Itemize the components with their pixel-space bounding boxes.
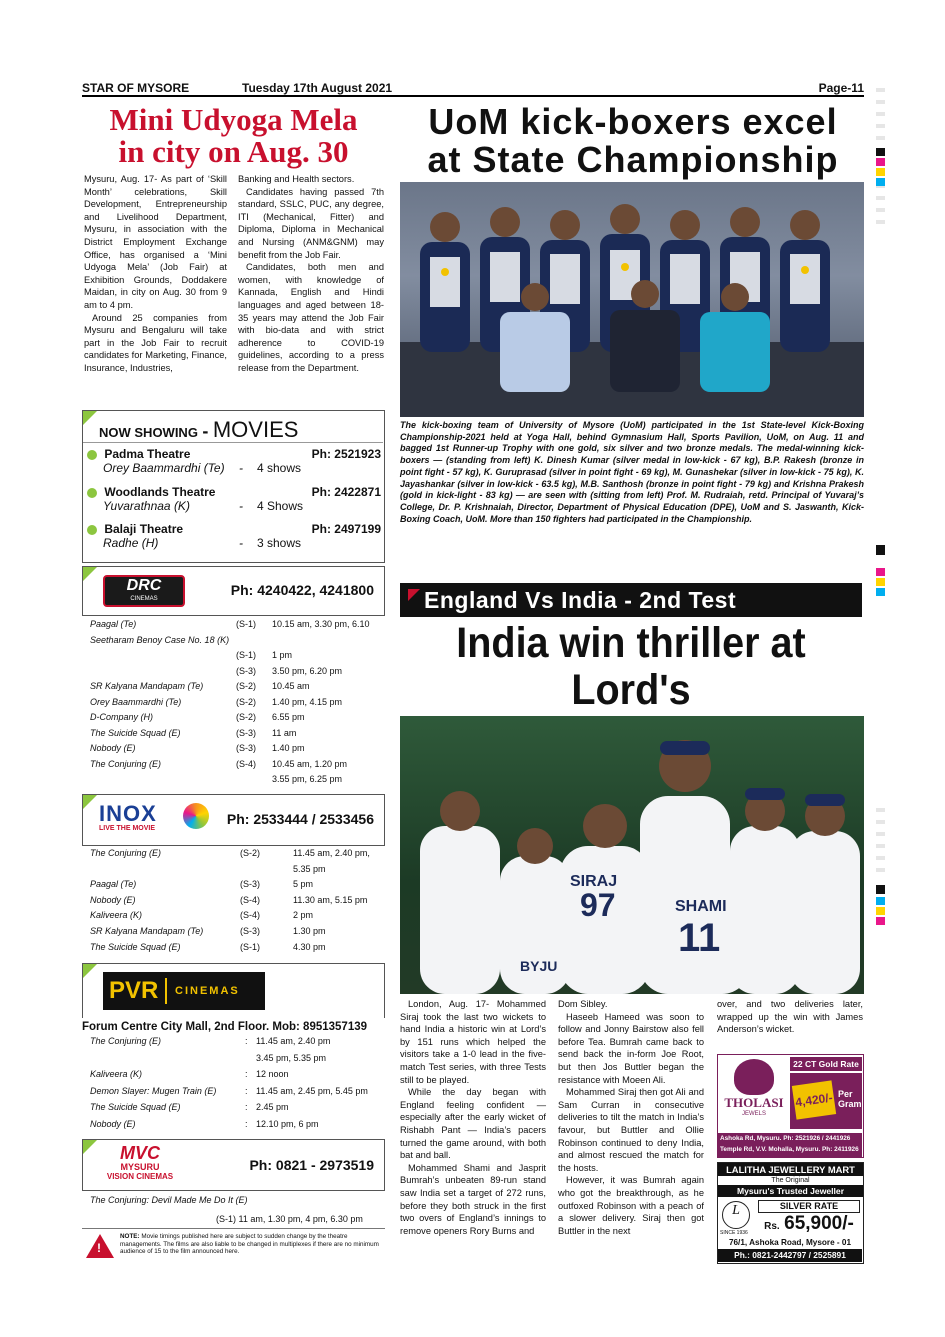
theatre-movie: Radhe (H) [103, 536, 159, 550]
showtime-screen: (S-1) [236, 619, 256, 629]
showtime-title: SR Kalyana Mandapam (Te) [90, 926, 204, 936]
showtime-times: 12 noon [256, 1069, 289, 1079]
theatre-movie: Yuvarathnaa (K) [103, 499, 190, 513]
drc-logo-sub: CINEMAS [130, 596, 158, 602]
inox-tagline: LIVE THE MOVIE [99, 825, 156, 832]
showtime-row [90, 743, 380, 759]
theatre-movie: Orey Baammardhi (Te) [103, 461, 225, 475]
showtime-row [90, 1086, 380, 1103]
showtime-screen: (S-1) [236, 650, 256, 660]
showtime-title: The Conjuring (E) [90, 848, 162, 858]
showtime-screen: (S-2) [240, 848, 260, 858]
cricket-column-2 [558, 998, 704, 1237]
udyoga-paragraph: Around 25 companies from Mysuru and Bengaluru will take part in the Job Fair to recruit candidates for Marketing, Finance, Insurance, Industries, [84, 312, 227, 373]
showtime-times: 11.45 am, 2.40 pm [256, 1036, 331, 1046]
showtime-times: 3.45 pm, 5.35 pm [256, 1052, 327, 1063]
mvc-logo-text: MVC [120, 1143, 160, 1163]
team-photo-illustration [400, 182, 864, 417]
drc-phone: Ph: 4240422, 4241800 [230, 582, 374, 598]
showtime-row [90, 635, 380, 651]
gold-gram: Gram [838, 1099, 862, 1109]
showtime-screen: (S-4) [240, 910, 260, 921]
pvr-box [82, 963, 385, 1018]
bullet-icon [87, 488, 97, 498]
lalitha-phone: Ph.: 0821-2442797 / 2525891 [718, 1249, 862, 1262]
tholasi-addr1: Ashoka Rd, Mysuru. Ph: 2521926 / 2441926 [720, 1135, 851, 1142]
showtime-title: Kaliveera (K) [90, 1069, 143, 1079]
mvc-logo-line2: VISION CINEMAS [106, 1172, 174, 1181]
cricket-celebration-photo [400, 716, 864, 994]
showtime-title: Kaliveera (K) [90, 910, 143, 921]
mysuru-vision-logo [97, 1144, 183, 1182]
theatre-shows: 4 Shows [257, 499, 304, 513]
cricket-headline-line1: India win thriller at Lord's [456, 619, 806, 714]
mysuru-vision-times: (S-1) 11 am, 1.30 pm, 4 pm, 6.30 pm [216, 1214, 363, 1224]
cricket-paragraph: over, and two deliveries later, wrapped up the win with James Anderson’s wicket. [717, 999, 863, 1035]
cricket-paragraph: Mohammed Siraj then got Ali and Sam Curran in consecutive deliveries to tilt the match in India’s favour, but Buttler and Ollie Robinson continued to deny India, and almost rescued the match for the hosts. [558, 1087, 704, 1173]
jersey-number-right: 11 [678, 916, 721, 960]
mvc-logo-line1: MYSURU [120, 1162, 160, 1172]
movies-label: MOVIES [212, 417, 299, 442]
mysuru-vision-phone: Ph: 0821 - 2973519 [249, 1157, 374, 1173]
notice-text [120, 1233, 382, 1256]
showtime-row [90, 1036, 380, 1053]
showtime-sep: : [245, 1102, 248, 1112]
showtime-row [90, 1102, 380, 1119]
lalitha-original: The Original [771, 1177, 810, 1184]
showtime-row [90, 895, 380, 911]
page-number: Page-11 [818, 81, 864, 95]
showtime-row [90, 728, 380, 744]
notice-box: ! NOTE: Movie timings published here are subject to sudden change by the theatre managements. The films are also liable to be changed in multiplexes if there are no minimum audience of 15 to the film announced here. [82, 1228, 385, 1262]
showtime-row [90, 712, 380, 728]
theatre-phone: Ph: 2521923 [311, 447, 381, 461]
pvr-logo-text: PVR [109, 977, 159, 1004]
kickbox-headline [398, 103, 868, 179]
showtime-times: 10.15 am, 3.30 pm, 6.10 [272, 619, 370, 629]
udyoga-paragraph: Mysuru, Aug. 17- As part of ‘Skill Month’ celebrations, Skill Development, Entrepreneurship and Livelihood Department, Mysuru, in association with the District Employment Exchange Office, has organised a ‘Mini Udyoga Mela’ (Job Fair) at Exhibition Grounds, Doddakere Maidan, in city on Aug. 30 from 9 am to 4 pm. [84, 174, 227, 310]
showtime-times: 11.45 am, 2.45 pm, 5.45 pm [256, 1085, 368, 1096]
theatre-phone: Ph: 2497199 [311, 522, 381, 536]
showtime-screen: (S-3) [240, 926, 260, 936]
cricket-paragraph: While the day began with England feeling confident — especially after the early wicket of Rishabh Pant — India’s pacers turned the game around, with both bat and ball. [400, 1087, 546, 1161]
lalitha-ad [717, 1162, 864, 1264]
theatre-sep: - [239, 461, 243, 475]
theatre-name: Woodlands Theatre [104, 485, 216, 499]
showtime-title: The Suicide Squad (E) [90, 727, 181, 738]
showtime-title: Demon Slayer: Mugen Train (E) [90, 1085, 217, 1096]
showtime-times: 5 pm [293, 879, 314, 890]
inox-logo [99, 803, 211, 832]
kickbox-caption: The kick-boxing team of University of Mysore (UoM) participated in the 1st State-level Kick-Boxing Championship-2021 held at Yoga Hall, behind Gymnasium Hall, Sports Pavilion, UoM, on Aug. 11 and bagged 1st Runner-up Trophy with one gold, six silver and two bronze medals. The medal-winning kick-boxers — (standing from left) K. Dinesh Kumar (silver medal in low-kick - 67 kg), B.P. Rakesh (bronze in point fight - 57 kg), K. Guruprasad (silver in point fight - 69 kg), M. Gunashekar (silver in low-kick - 75 kg), K. Jayashankar (silver in low-kick - 63.5 kg), M.B. Santhosh (bronze in point fight - 79 kg) and Krishna Prakesh (gold in kick-light - 83 kg) — are seen with (sitting from left) Prof. M. Rudraiah, retd. Principal of Yuvaraj’s College, Dr. P. Krishnaiah, Director, Department of Physical Education (DPE), UoM and S. Jaswanth, Kick-Boxing Coach, UoM. More than 150 fighters had participated in the Championship. [400, 420, 864, 524]
showtime-screen: (S-2) [236, 696, 256, 707]
drc-logo [103, 575, 185, 607]
cricket-paragraph: However, it was Bumrah again who got the breakthrough, as he outfoxed Robinson with a peach of a slower delivery. Siraj then got Buttler in the next [558, 1175, 704, 1236]
showtime-row [90, 942, 380, 958]
cricket-column-3 [717, 998, 863, 1036]
issue-date: Tuesday 17th August 2021 [242, 81, 393, 95]
showtime-title: Orey Baammardhi (Te) [90, 696, 182, 707]
pvr-logo [103, 972, 265, 1010]
gold-price: 4,420/- [792, 1080, 836, 1119]
mysuru-vision-movie: The Conjuring: Devil Made Me Do It (E) [90, 1195, 248, 1205]
jersey-name-left: SIRAJ [570, 873, 618, 890]
showtime-times: 6.55 pm [272, 712, 305, 722]
bullet-icon [87, 450, 97, 460]
showtime-title: Paagal (Te) [90, 879, 137, 890]
tholasi-logo [720, 1057, 788, 1133]
lalitha-name: LALITHA JEWELLERY MART [718, 1163, 863, 1176]
showtime-times: 4.30 pm [293, 941, 326, 952]
theatre-sep: - [239, 499, 243, 513]
pvr-address: Forum Centre City Mall, 2nd Floor. Mob: 8951357139 [82, 1021, 368, 1033]
theatre-padma [87, 447, 381, 477]
showtime-title: The Conjuring (E) [90, 1036, 162, 1046]
kickbox-team-photo [400, 182, 864, 417]
showtime-times: 11 am [272, 727, 297, 738]
showtime-screen: (S-3) [236, 743, 256, 753]
bullet-icon [87, 525, 97, 535]
cricket-paragraph: Haseeb Hameed was soon to follow and Jonny Bairstow also fell before Tea. Bumrah came back to send back the in-form Joe Root, but then Jos Buttler began the resistance with Moeen Ali. [558, 1011, 704, 1085]
showtime-times: 5.35 pm [293, 863, 326, 874]
celebration-illustration [400, 716, 864, 994]
udyoga-title-line2: in city on Aug. 30 [118, 134, 349, 169]
showtime-title: D-Company (H) [90, 712, 154, 722]
showtime-title: SR Kalyana Mandapam (Te) [90, 681, 204, 691]
silver-rs: Rs. [764, 1221, 780, 1232]
theatre-sep: - [239, 536, 243, 550]
silver-rate-label: SILVER RATE [758, 1200, 860, 1213]
drc-showtimes [90, 619, 385, 784]
sponsor-logo-text: BYJU [520, 958, 558, 974]
mysuru-vision-box [82, 1139, 385, 1191]
theatre-balaji [87, 522, 381, 552]
cricket-paragraph: Dom Sibley. [558, 999, 608, 1009]
peacock-emblem-icon [734, 1059, 774, 1095]
showtime-row [90, 879, 380, 895]
tholasi-name: THOLASI [724, 1095, 784, 1110]
showtime-screen: (S-1) [240, 941, 260, 952]
showtime-times: 2.45 pm [256, 1102, 289, 1112]
inox-phone: Ph: 2533444 / 2533456 [226, 811, 374, 827]
inox-emblem-icon [183, 803, 209, 829]
showtime-sep: : [245, 1085, 248, 1096]
udyoga-paragraph: Banking and Health sectors. [238, 174, 355, 184]
showtime-row [90, 1053, 380, 1070]
now-showing-box [82, 410, 385, 563]
showtime-times: 1.30 pm [293, 926, 326, 936]
pvr-logo-sub: CINEMAS [175, 985, 240, 997]
silver-price: 65,900/- [784, 1213, 854, 1234]
lalitha-emblem: L [722, 1201, 750, 1229]
showtime-row [90, 910, 380, 926]
udyoga-column-2 [238, 173, 384, 375]
tholasi-sub: JEWELS [741, 1111, 766, 1117]
showtime-times: 10.45 am, 1.20 pm [272, 758, 348, 769]
cricket-banner-text: England Vs India - 2nd Test [424, 587, 737, 613]
udyoga-column-1 [84, 173, 227, 375]
showtime-times: 3.55 pm, 6.25 pm [272, 774, 343, 784]
showtime-row [90, 848, 380, 864]
lalitha-since: SINCE 1936 [720, 1230, 748, 1236]
showtime-times: 11.45 am, 2.40 pm, [293, 848, 370, 858]
showtime-title: The Suicide Squad (E) [90, 941, 181, 952]
showtime-times: 1 pm [272, 650, 293, 660]
cricket-paragraph: Mohammed Shami and Jasprit Bumrah’s unbeaten 89-run stand saw India set a target of 272 runs, before they both struck in the first two overs of England’s innings to remove openers Rory Burns and [400, 1162, 546, 1236]
cricket-banner [400, 583, 862, 617]
showtime-times: 11.30 am, 5.15 pm [293, 894, 368, 905]
theatre-woodlands [87, 485, 381, 515]
tholasi-ad [717, 1054, 864, 1158]
now-showing-label: NOW SHOWING [99, 425, 198, 440]
showtime-title: Nobody (E) [90, 743, 136, 753]
showtime-row [90, 864, 380, 880]
kickbox-title-line2: at State Championship [427, 139, 839, 180]
udyoga-paragraph: Candidates having passed 7th standard, SSLC, PUC, any degree, ITI (Mechanical, Fitter) and Diploma, Diploma in Mechanical and Nursing (ANM&GNM) may benefit from the Job Fair. [238, 186, 384, 260]
showtime-sep: : [245, 1118, 248, 1129]
showtime-row [90, 1119, 380, 1136]
showtime-screen: (S-3) [236, 727, 256, 738]
showtime-row [90, 650, 380, 666]
showtime-title: Nobody (E) [90, 894, 136, 905]
silver-rate [758, 1200, 860, 1238]
showtime-times: 10.45 am [272, 681, 310, 691]
showtime-row [90, 681, 380, 697]
showtime-title: Seetharam Benoy Case No. 18 (K) [90, 634, 230, 645]
showtime-screen: (S-4) [240, 894, 260, 905]
tholasi-addr2: Temple Rd, V.V. Mohalla, Mysuru. Ph: 2411926 [720, 1146, 859, 1153]
paper-name: STAR OF MYSORE [82, 81, 190, 95]
showtime-title: Paagal (Te) [90, 619, 137, 629]
showtime-row [90, 759, 380, 775]
theatre-shows: 3 shows [257, 536, 302, 550]
cricket-paragraph: London, Aug. 17- Mohammed Siraj took the last two wickets to hand India a historic win at Lord’s by 151 runs which helped the visitors take a 1-0 lead in the five-match Test series, with three Tests still to be played. [400, 999, 546, 1085]
showtime-title: The Suicide Squad (E) [90, 1102, 181, 1112]
showtime-screen: (S-2) [236, 681, 256, 691]
udyoga-paragraph: Candidates, both men and women, with knowledge of Kannada, English and Hindi languages and aged between 18-35 years may attend the Job Fair with bio-data and with strict adherence to COVID-19 guidelines, according to a press release from the Department. [238, 262, 384, 373]
showtime-screen: (S-3) [236, 665, 256, 676]
showtime-row [90, 666, 380, 682]
jersey-number-left: 97 [580, 887, 616, 923]
kickbox-title-line1: UoM kick-boxers excel [428, 101, 838, 142]
inox-logo-text: INOX [99, 801, 157, 826]
showtime-row [90, 926, 380, 942]
showtime-times: 2 pm [293, 910, 314, 921]
theatre-name: Balaji Theatre [104, 522, 184, 536]
notice-label: NOTE: [120, 1233, 140, 1240]
showtime-title: Nobody (E) [90, 1118, 136, 1129]
udyoga-title-line1: Mini Udyoga Mela [109, 102, 358, 137]
showtime-row [90, 1069, 380, 1086]
showtime-row [90, 774, 380, 790]
now-showing-dash: - [202, 421, 209, 441]
tholasi-addresses [718, 1133, 862, 1157]
cricket-column-1 [400, 998, 546, 1237]
jersey-name-right: SHAMI [675, 898, 727, 915]
theatre-name: Padma Theatre [104, 447, 191, 461]
showtime-sep: : [245, 1069, 248, 1079]
inox-showtimes [90, 848, 385, 960]
showtime-row [90, 697, 380, 713]
lalitha-address: 76/1, Ashoka Road, Mysore - 01 [728, 1238, 852, 1247]
showtime-times: 1.40 pm, 4.15 pm [272, 696, 343, 707]
gold-per: Per [838, 1089, 853, 1099]
notice-body: Movie timings published here are subject to sudden change by the theatre managements. The films are also liable to be changed in multiplexes if there are no minimum audience of 15 to the film announced here. [120, 1233, 379, 1255]
showtime-title: The Conjuring (E) [90, 758, 162, 769]
showtime-times: 3.50 pm, 6.20 pm [272, 665, 343, 676]
pvr-showtimes [90, 1036, 385, 1136]
theatre-phone: Ph: 2422871 [311, 485, 381, 499]
inox-box [82, 794, 385, 846]
drc-logo-text: DRC [126, 577, 162, 594]
gold-rate-badge: 22 CT Gold Rate [790, 1057, 862, 1071]
theatre-shows: 4 shows [257, 461, 302, 475]
page-header [82, 80, 864, 97]
showtime-times: 12.10 pm, 6 pm [256, 1118, 319, 1129]
showtime-screen: (S-3) [240, 879, 260, 890]
showtime-sep: : [245, 1036, 248, 1046]
showtime-screen: (S-4) [236, 758, 256, 769]
now-showing-title [99, 417, 298, 443]
showtime-row [90, 619, 380, 635]
lalitha-trust: Mysuru's Trusted Jeweller [718, 1185, 863, 1197]
udyoga-headline [82, 104, 385, 168]
showtime-screen: (S-2) [236, 712, 256, 722]
drc-box [82, 566, 385, 616]
showtime-times: 1.40 pm [272, 743, 305, 753]
